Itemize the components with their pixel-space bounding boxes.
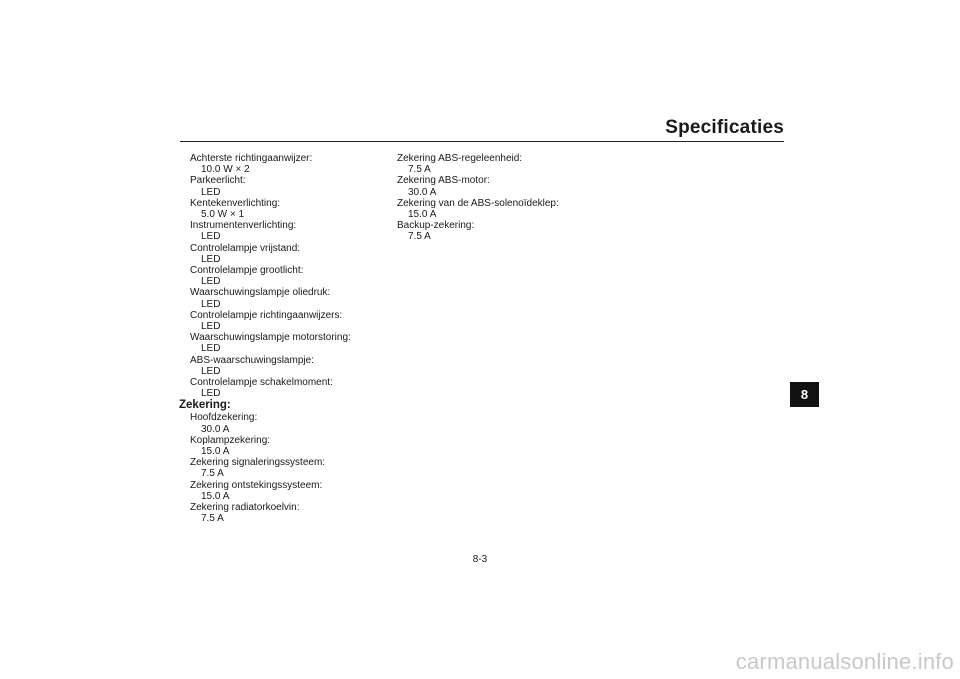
- spec-value: LED: [201, 276, 221, 288]
- spec-label: Achterste richtingaanwijzer:: [190, 153, 313, 164]
- spec-label: Zekering ABS-motor:: [397, 175, 490, 187]
- fuse-heading: Zekering:: [179, 399, 231, 412]
- title-rule: [180, 141, 784, 142]
- chapter-tab[interactable]: 8: [790, 382, 819, 407]
- left-spec-column: [179, 153, 369, 525]
- spec-value: LED: [201, 343, 221, 355]
- spec-label: Hoofdzekering:: [190, 412, 258, 424]
- spec-value: LED: [201, 321, 221, 333]
- spec-value: LED: [201, 298, 221, 310]
- spec-value: 7.5 A: [201, 468, 224, 480]
- spec-label: ABS-waarschuwingslampje:: [190, 354, 314, 366]
- spec-label: Waarschuwingslampje motorstoring:: [190, 332, 351, 344]
- spec-value: 7.5 A: [408, 164, 431, 176]
- spec-value: 30.0 A: [408, 186, 437, 198]
- spec-label: Instrumentenverlichting:: [190, 220, 297, 232]
- spec-label: Zekering radiatorkoelvin:: [190, 502, 300, 514]
- spec-value: 5.0 W × 1: [201, 209, 245, 221]
- spec-label: Controlelampje vrijstand:: [190, 242, 301, 254]
- spec-label: Controlelampje grootlicht:: [190, 265, 304, 277]
- spec-value: 15.0 A: [201, 446, 230, 458]
- spec-value: LED: [201, 253, 221, 265]
- spec-value: 15.0 A: [408, 209, 437, 221]
- spec-label: Zekering ABS-regeleenheid:: [397, 153, 523, 164]
- page-title: Specificaties: [665, 117, 784, 138]
- right-spec-column: [397, 153, 597, 243]
- spec-value: LED: [201, 186, 221, 198]
- spec-value: LED: [201, 231, 221, 243]
- lighting-list: [179, 153, 369, 399]
- spec-label: Waarschuwingslampje oliedruk:: [190, 287, 331, 299]
- spec-value: 15.0 A: [201, 490, 230, 502]
- spec-label: Parkeerlicht:: [190, 175, 246, 187]
- spec-value: LED: [201, 388, 221, 400]
- spec-label: Zekering signaleringssysteem:: [190, 457, 326, 469]
- spec-label: Controlelampje richtingaanwijzers:: [190, 309, 343, 321]
- abs-fuse-list: [397, 153, 597, 243]
- watermark: carmanualsonline.info: [735, 649, 954, 674]
- spec-value: LED: [201, 365, 221, 377]
- spec-label: Zekering van de ABS-solenoïdeklep:: [397, 197, 559, 209]
- spec-value: 7.5 A: [408, 231, 431, 243]
- spec-value: 10.0 W × 2: [201, 164, 250, 176]
- spec-label: Backup-zekering:: [397, 220, 475, 232]
- spec-label: Koplampzekering:: [190, 434, 271, 446]
- spec-value: 30.0 A: [201, 423, 230, 435]
- spec-value: 7.5 A: [201, 513, 224, 525]
- spec-label: Kentekenverlichting:: [190, 197, 281, 209]
- spec-label: Controlelampje schakelmoment:: [190, 377, 333, 389]
- fuse-list: [179, 412, 369, 524]
- page-number: 8-3: [472, 554, 488, 565]
- spec-label: Zekering ontstekingssysteem:: [190, 479, 323, 491]
